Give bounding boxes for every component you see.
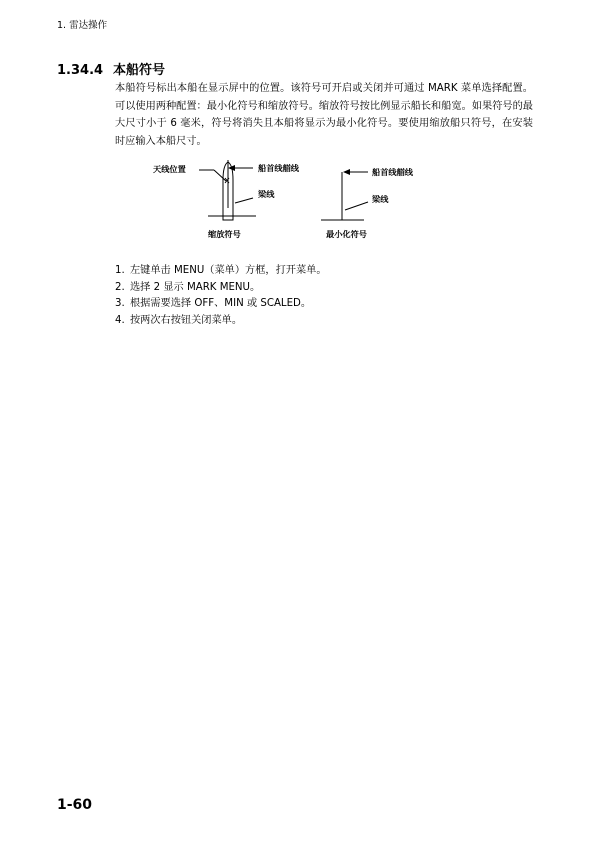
step-text: 左键单击 MENU（菜单）方框，打开菜单。 xyxy=(130,265,327,276)
beam-pointer xyxy=(235,198,253,203)
section-title: 本船符号 xyxy=(113,63,166,78)
procedure-step xyxy=(115,263,327,280)
heading-arrowhead xyxy=(343,169,350,175)
scaled-beam-label: 梁线 xyxy=(258,189,275,199)
step-text: 选择 2 显示 MARK MENU。 xyxy=(130,281,261,293)
antenna-leader-diagonal xyxy=(214,170,226,181)
procedure-step xyxy=(115,280,327,297)
section-number: 1.34.4 xyxy=(57,63,104,78)
running-header: 1. 雷达操作 xyxy=(57,20,108,31)
antenna-position-label: 天线位置 xyxy=(153,164,186,174)
minimized-beam-label: 梁线 xyxy=(372,194,389,204)
scaled-symbol xyxy=(199,160,256,220)
minimized-heading-label: 船首线艏线 xyxy=(372,167,413,177)
scaled-symbol-caption: 缩放符号 xyxy=(208,229,241,239)
scaled-heading-label: 船首线艏线 xyxy=(258,163,299,173)
procedure-step xyxy=(115,296,327,313)
minimized-symbol xyxy=(321,172,368,220)
body-paragraph: 本船符号标出本船在显示屏中的位置。该符号可开启或关闭并可通过 MARK 菜单选择配置。可以使用两种配置：最小化符号和缩放符号。缩放符号按比例显示船长和船宽。如果符号的最大尺寸小于 6 毫米，符号将消失且本船将显示为最小化符号。要使用缩放船只符号，在安装时应输入本船尺寸。 xyxy=(115,83,533,147)
step-number: 1. xyxy=(115,265,125,276)
step-text: 根据需要选择 OFF、MIN 或 SCALED。 xyxy=(130,298,312,310)
step-number: 3. xyxy=(115,298,125,310)
step-number: 4. xyxy=(115,314,125,326)
minimized-symbol-caption: 最小化符号 xyxy=(326,229,367,239)
procedure-steps xyxy=(115,263,327,329)
own-ship-symbol-figure xyxy=(150,158,450,248)
page-number: 1-60 xyxy=(57,797,93,813)
beam-pointer xyxy=(345,202,368,210)
figure-drawing xyxy=(150,158,450,248)
section-heading xyxy=(57,59,165,78)
procedure-step xyxy=(115,313,327,330)
step-text: 按两次右按钮关闭菜单。 xyxy=(130,314,243,326)
step-number: 2. xyxy=(115,281,125,293)
